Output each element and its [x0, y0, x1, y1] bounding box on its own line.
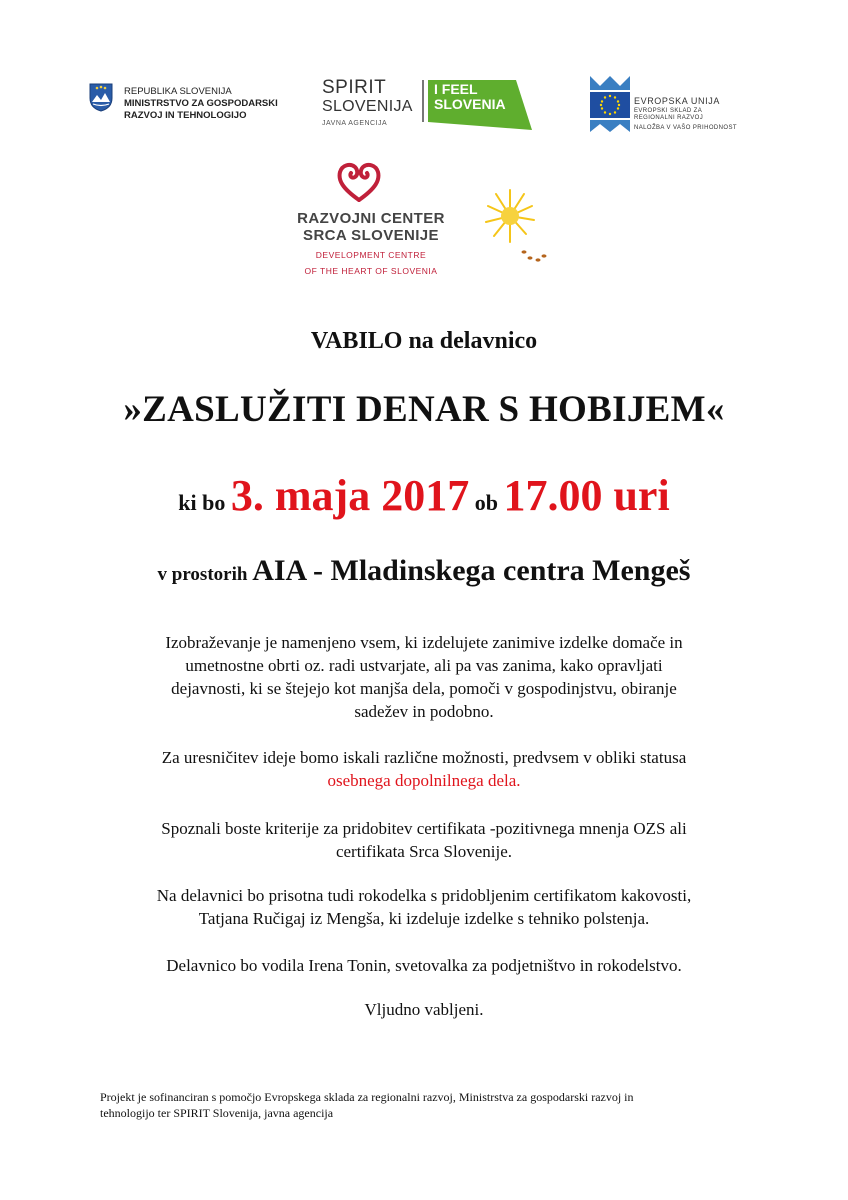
- ministrstvo-line: MINISTRSTVO ZA GOSPODARSKI: [124, 98, 278, 109]
- event-date: 3. maja 2017: [230, 471, 470, 520]
- razvoj-line: RAZVOJ IN TEHNOLOGIJO: [124, 110, 247, 121]
- slovenia-word: SLOVENIA: [434, 96, 506, 112]
- spirit-word: SPIRIT: [322, 77, 387, 98]
- workshop-title: »ZASLUŽITI DENAR S HOBIJEM«: [123, 389, 725, 430]
- event-time: 17.00 uri: [503, 471, 670, 520]
- status-paragraph: [104, 746, 744, 792]
- sun-footprints-icon: [480, 186, 552, 270]
- rcss-line3: DEVELOPMENT CENTRE: [315, 250, 427, 260]
- certificate-line: certifikata Srca Slovenije.: [335, 842, 513, 861]
- invitation-heading: VABILO na delavnico: [310, 328, 538, 354]
- venue-line: [0, 554, 848, 588]
- eu-nalozba-text: NALOŽBA V VAŠO PRIHODNOST: [634, 125, 737, 131]
- intro-line: sadežev in podobno.: [354, 702, 494, 721]
- i-feel-word: I FEEL: [434, 81, 478, 97]
- heart-swirl-icon: [336, 162, 382, 202]
- razvojni-center-logo: [278, 162, 458, 274]
- status-line: Za uresničitev ideje bomo iskali različne možnosti, predvsem v obliki statusa: [161, 748, 687, 767]
- rcss-line4: OF THE HEART OF SLOVENIA: [304, 266, 438, 276]
- evropska-unija-logo: [588, 74, 758, 136]
- eu-flag-icon: [588, 74, 632, 134]
- guest-line: Tatjana Ručigaj iz Mengša, ki izdeluje izdelke s tehniko polstenja.: [198, 909, 650, 928]
- intro-paragraph: [104, 631, 744, 723]
- republika-slovenija-logo: [88, 82, 288, 126]
- host-paragraph: Delavnico bo vodila Irena Tonin, svetovalka za podjetništvo in rokodelstvo.: [166, 956, 682, 975]
- logo-divider: [422, 80, 424, 122]
- funding-footnote: [100, 1089, 760, 1121]
- venue-prefix: v prostorih: [157, 564, 253, 585]
- intro-line: dejavnosti, ki se štejejo kot manjša dela, pomoči v gospodinjstvu, obiranje: [171, 679, 677, 698]
- intro-line: Izobraževanje je namenjeno vsem, ki izdelujete zanimive izdelke domače in: [165, 633, 683, 652]
- date-line: [0, 470, 848, 521]
- republika-line: REPUBLIKA SLOVENIJA: [124, 86, 232, 97]
- rcss-line1: RAZVOJNI CENTER: [297, 210, 445, 227]
- time-prefix: ob: [469, 490, 504, 515]
- eu-sklad-text: EVROPSKI SKLAD ZA: [634, 108, 703, 114]
- evropska-unija-text: EVROPSKA UNIJA: [634, 96, 720, 106]
- certificate-paragraph: [104, 817, 744, 863]
- date-prefix: ki bo: [178, 490, 231, 515]
- rcss-line2: SRCA SLOVENIJE: [303, 227, 439, 244]
- slovenija-word: SLOVENIJA: [322, 98, 413, 115]
- javna-agencija-word: JAVNA AGENCIJA: [322, 120, 388, 127]
- status-highlight: osebnega dopolnilnega dela.: [327, 771, 521, 790]
- footnote-line: tehnologijo ter SPIRIT Slovenija, javna agencija: [100, 1106, 334, 1120]
- certificate-line: Spoznali boste kriterije za pridobitev certifikata -pozitivnega mnenja OZS ali: [161, 819, 687, 838]
- intro-line: umetnostne obrti oz. radi ustvarjate, ali pa vas zanima, kako opravljati: [185, 656, 663, 675]
- spirit-slovenija-logo: [322, 78, 536, 138]
- slovenia-coat-of-arms-icon: [88, 82, 114, 112]
- venue-name: AIA - Mladinskega centra Mengeš: [252, 554, 691, 587]
- guest-paragraph: [104, 884, 744, 930]
- guest-line: Na delavnici bo prisotna tudi rokodelka s pridobljenim certifikatom kakovosti,: [156, 886, 692, 905]
- closing-line: Vljudno vabljeni.: [364, 1000, 484, 1019]
- eu-razvoj-text: REGIONALNI RAZVOJ: [634, 115, 704, 121]
- footnote-line: Projekt je sofinanciran s pomočjo Evropskega sklada za regionalni razvoj, Ministrstva za gospodarski razvoj in: [100, 1090, 634, 1104]
